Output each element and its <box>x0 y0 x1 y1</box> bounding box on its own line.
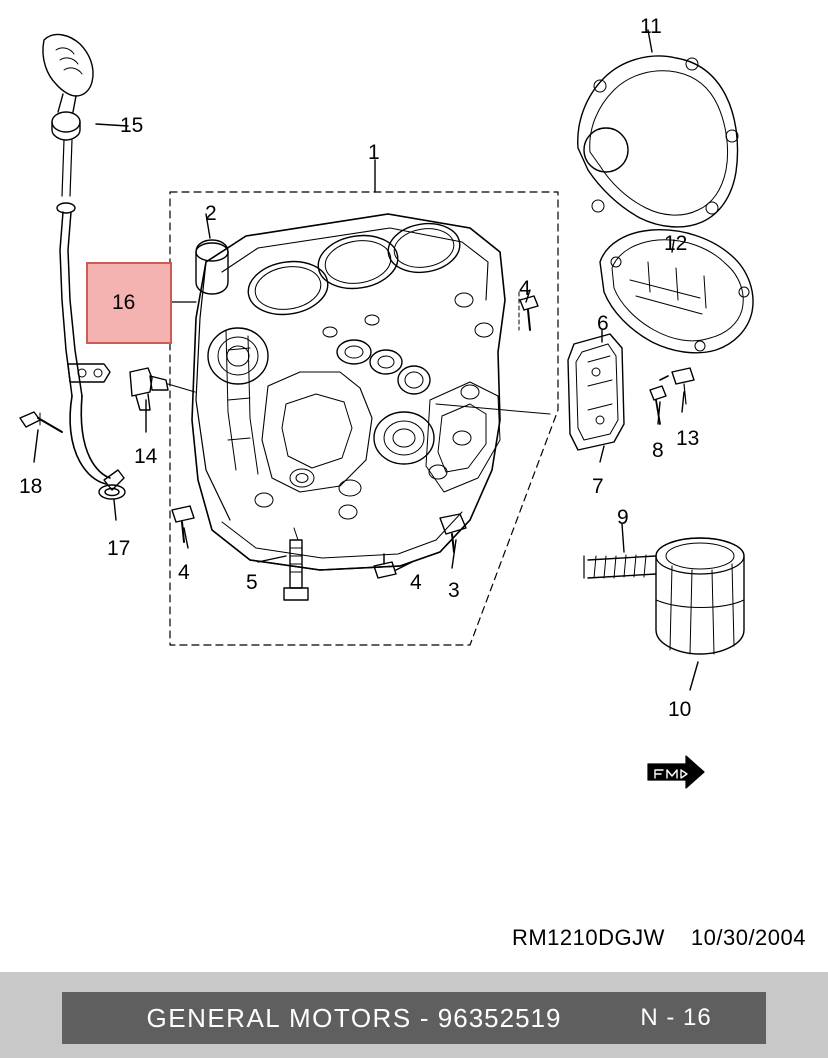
brand-part-separator: - <box>419 1002 430 1033</box>
tube-bracket <box>68 364 110 382</box>
footer-brand-and-part <box>62 1003 586 1034</box>
page-number: N - 16 <box>640 1004 712 1031</box>
gasket-11-bore <box>584 128 628 172</box>
leader-10 <box>690 662 698 690</box>
callout-8: 8 <box>652 439 664 462</box>
leader-13 <box>682 392 684 412</box>
footer <box>0 972 828 1058</box>
callout-5: 5 <box>246 571 258 594</box>
leader-7 <box>600 446 604 462</box>
callout-1: 1 <box>368 141 380 164</box>
callout-4-lower-mid: 4 <box>410 571 422 594</box>
callout-9: 9 <box>617 506 629 529</box>
drawing-code: RM1210DGJW <box>511 925 665 950</box>
part-7-plate <box>568 334 624 450</box>
leader-5 <box>258 556 286 562</box>
callout-11: 11 <box>640 15 662 38</box>
bolt-5-head <box>284 588 308 600</box>
oil-filter-10 <box>656 538 744 654</box>
bolt-4-lower-left <box>172 506 194 522</box>
dipstick-handle <box>43 34 93 96</box>
cylinder-bore-3 <box>385 219 464 278</box>
o-ring-17 <box>99 485 125 499</box>
dipstick-stop <box>57 203 75 213</box>
gauge-guide-tube <box>70 396 106 484</box>
dipstick-grommet <box>52 112 80 132</box>
boss-b <box>370 350 402 374</box>
callout-7: 7 <box>592 475 604 498</box>
leader-17 <box>114 500 116 520</box>
callout-4-lower-left: 4 <box>178 561 190 584</box>
callout-17: 17 <box>107 537 131 560</box>
callout-2: 2 <box>205 202 217 225</box>
boss-a <box>337 340 371 364</box>
rear-seal-bore <box>374 412 434 464</box>
callout-18: 18 <box>19 475 43 498</box>
callout-13: 13 <box>676 427 700 450</box>
callout-10: 10 <box>668 698 692 721</box>
front-seal-bore <box>208 328 268 384</box>
part-number: 96352519 <box>437 1002 562 1033</box>
drawing-code-line <box>0 925 828 951</box>
callout-14: 14 <box>134 445 158 468</box>
bolt-8 <box>650 386 666 400</box>
block-web <box>262 372 372 492</box>
callout-4-upper: 4 <box>519 277 531 300</box>
callout-3: 3 <box>448 579 460 602</box>
drawing-date: 10/30/2004 <box>690 925 806 950</box>
boss-c <box>398 366 430 394</box>
bolt-13 <box>672 368 694 384</box>
brand-label: GENERAL MOTORS <box>146 1002 412 1033</box>
bolt-4-lower-mid <box>374 562 396 578</box>
callout-16: 16 <box>112 291 136 314</box>
callout-12: 12 <box>664 232 688 255</box>
callout-6: 6 <box>597 312 609 335</box>
leader-18 <box>34 430 38 462</box>
part-14-switch <box>130 368 152 396</box>
footer-bar <box>62 992 766 1044</box>
part-2-plug <box>196 240 228 294</box>
callout-15: 15 <box>120 114 144 137</box>
bolt-18-head <box>20 412 40 427</box>
